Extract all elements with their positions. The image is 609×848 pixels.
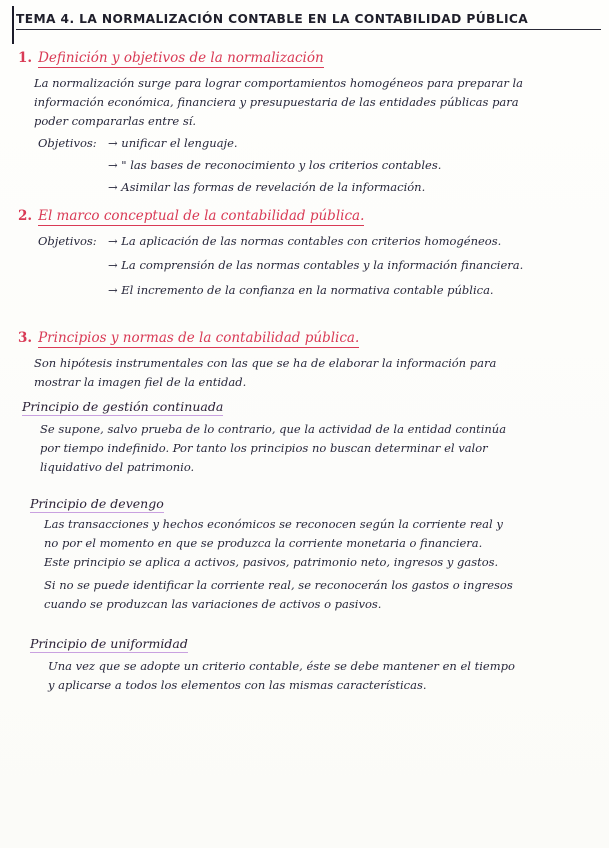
section-1-objective: → " las bases de reconocimiento y los criterios contables. [108, 158, 442, 172]
principle-heading: Principio de gestión continuada [22, 399, 224, 414]
principle-text: Se supone, salvo prueba de lo contrario, que la actividad de la entidad continúa por tiempo indefinido. Por tanto los principios no buscan determinar el valor liquidativo del patrimonio. [40, 422, 507, 474]
section-1-objective: → unificar el lenguaje. [108, 136, 238, 150]
section-3-paragraph: Son hipótesis instrumentales con las que se ha de elaborar la información para mostrar la imagen fiel de la entidad. [34, 356, 497, 389]
section-2-heading: 2. El marco conceptual de la contabilidad pública. [18, 208, 365, 224]
section-1-objectives-label: Objetivos: [38, 136, 97, 150]
margin-line [12, 6, 14, 44]
section-3-heading: 3. Principios y normas de la contabilidad pública. [18, 330, 360, 346]
page-title: TEMA 4. LA NORMALIZACIÓN CONTABLE EN LA CONTABILIDAD PÚBLICA [16, 12, 601, 30]
principle-text: Las transacciones y hechos económicos se reconocen según la corriente real y no por el momento en que se produzca la corriente monetaria o financiera. Este principio se aplica a activos, pasivos, patrimonio neto, ingresos y gastos. Si no se puede identificar la corriente real, se reconocerán los gastos o ingresos cuando se produzcan las variaciones de activos o pasivos. [44, 517, 513, 611]
section-2-objective: → La comprensión de las normas contables y la información financiera. [108, 258, 524, 272]
section-1-paragraph: La normalización surge para lograr comportamientos homogéneos para preparar la información económica, financiera y presupuestaria de las entidades públicas para poder compararlas entre sí. [34, 76, 524, 128]
section-2-objectives-label: Objetivos: [38, 234, 97, 248]
principle-heading: Principio de devengo [30, 496, 164, 511]
principle-heading: Principio de uniformidad [30, 636, 188, 651]
section-1-heading: 1. Definición y objetivos de la normalización [18, 50, 324, 66]
section-2-objective: → La aplicación de las normas contables con criterios homogéneos. [108, 234, 502, 248]
section-2-objective: → El incremento de la confianza en la normativa contable pública. [108, 283, 494, 297]
section-1-objective: → Asimilar las formas de revelación de la información. [108, 180, 426, 194]
principle-text: Una vez que se adopte un criterio contable, éste se debe mantener en el tiempo y aplicarse a todos los elementos con las mismas características. [48, 659, 515, 692]
